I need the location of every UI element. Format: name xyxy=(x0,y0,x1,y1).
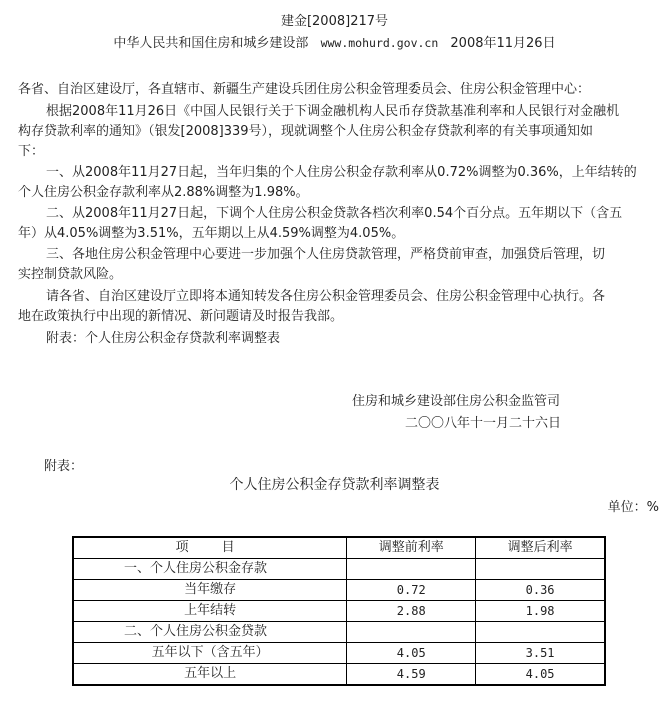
row-item: 五年以下（含五年） xyxy=(73,643,347,664)
row-item: 上年结转 xyxy=(73,601,347,622)
row-after: 4.05 xyxy=(476,664,605,686)
intro-line-2: 构存贷款利率的通知》（银发[2008]339号），现就调整个人住房公积金存贷款利率的有关事项通知如 xyxy=(18,124,594,139)
row-after xyxy=(476,559,605,580)
table-row xyxy=(73,664,605,686)
row-item: 五年以上 xyxy=(73,664,347,686)
signature-date: 二〇〇八年十一月二十六日 xyxy=(405,416,562,431)
request-line-1: 请各省、自治区建设厅立即将本通知转发各住房公积金管理委员会、住房公积金管理中心执行。各 xyxy=(46,289,606,304)
column-header-item: 项 目 xyxy=(73,537,347,559)
row-after: 3.51 xyxy=(476,643,605,664)
intro-line-1: 根据2008年11月26日《中国人民银行关于下调金融机构人民币存贷款基准利率和人民银行对金融机 xyxy=(46,104,620,119)
table-row xyxy=(73,559,605,580)
table-header-row xyxy=(73,537,605,559)
row-before xyxy=(347,622,476,643)
item3-line-1: 三、各地住房公积金管理中心要进一步加强个人住房贷款管理，严格贷前审查，加强贷后管理，切 xyxy=(46,247,606,262)
row-item: 当年缴存 xyxy=(73,580,347,601)
document-number: 建金[2008]217号 xyxy=(280,14,389,29)
intro-line-3: 下： xyxy=(18,144,45,159)
row-before xyxy=(347,559,476,580)
salutation: 各省、自治区建设厅，各直辖市、新疆生产建设兵团住房公积金管理委员会、住房公积金管理中心： xyxy=(18,82,591,97)
signature-department: 住房和城乡建设部住房公积金监管司 xyxy=(352,394,561,409)
table-row xyxy=(73,622,605,643)
appendix-title: 个人住房公积金存贷款利率调整表 xyxy=(229,477,440,493)
column-header-after: 调整后利率 xyxy=(476,537,605,559)
item3-line-2: 实控制贷款风险。 xyxy=(18,267,123,282)
item2-line-2: 年）从4.05%调整为3.51%，五年期以上从4.59%调整为4.05%。 xyxy=(18,226,405,241)
item1-line-1: 一、从2008年11月27日起，当年归集的个人住房公积金存款利率从0.72%调整为0.36%，上年结转的 xyxy=(46,165,637,180)
row-after: 0.36 xyxy=(476,580,605,601)
row-before: 4.59 xyxy=(347,664,476,686)
issuer-line xyxy=(0,32,669,51)
unit-label: 单位：% xyxy=(607,500,659,515)
row-before: 2.88 xyxy=(347,601,476,622)
issuer-name: 中华人民共和国住房和城乡建设部 xyxy=(113,36,309,51)
row-before: 4.05 xyxy=(347,643,476,664)
item2-line-1: 二、从2008年11月27日起，下调个人住房公积金贷款各档次利率0.54个百分点。五年期以下（含五 xyxy=(46,206,623,221)
item1-line-2: 个人住房公积金存款利率从2.88%调整为1.98%。 xyxy=(18,185,309,200)
website-link[interactable]: www.mohurd.gov.cn xyxy=(320,36,439,50)
appendix-label: 附表： xyxy=(44,459,84,474)
row-after xyxy=(476,622,605,643)
row-item: 二、个人住房公积金贷款 xyxy=(73,622,347,643)
issue-date: 2008年11月26日 xyxy=(450,36,556,51)
attachment-note: 附表：个人住房公积金存贷款利率调整表 xyxy=(46,331,281,346)
table-row xyxy=(73,601,605,622)
row-item: 一、个人住房公积金存款 xyxy=(73,559,347,580)
table-row xyxy=(73,580,605,601)
rate-table xyxy=(72,536,606,686)
row-after: 1.98 xyxy=(476,601,605,622)
request-line-2: 地在政策执行中出现的新情况、新问题请及时报告我部。 xyxy=(18,309,344,324)
column-header-before: 调整前利率 xyxy=(347,537,476,559)
row-before: 0.72 xyxy=(347,580,476,601)
table-row xyxy=(73,643,605,664)
